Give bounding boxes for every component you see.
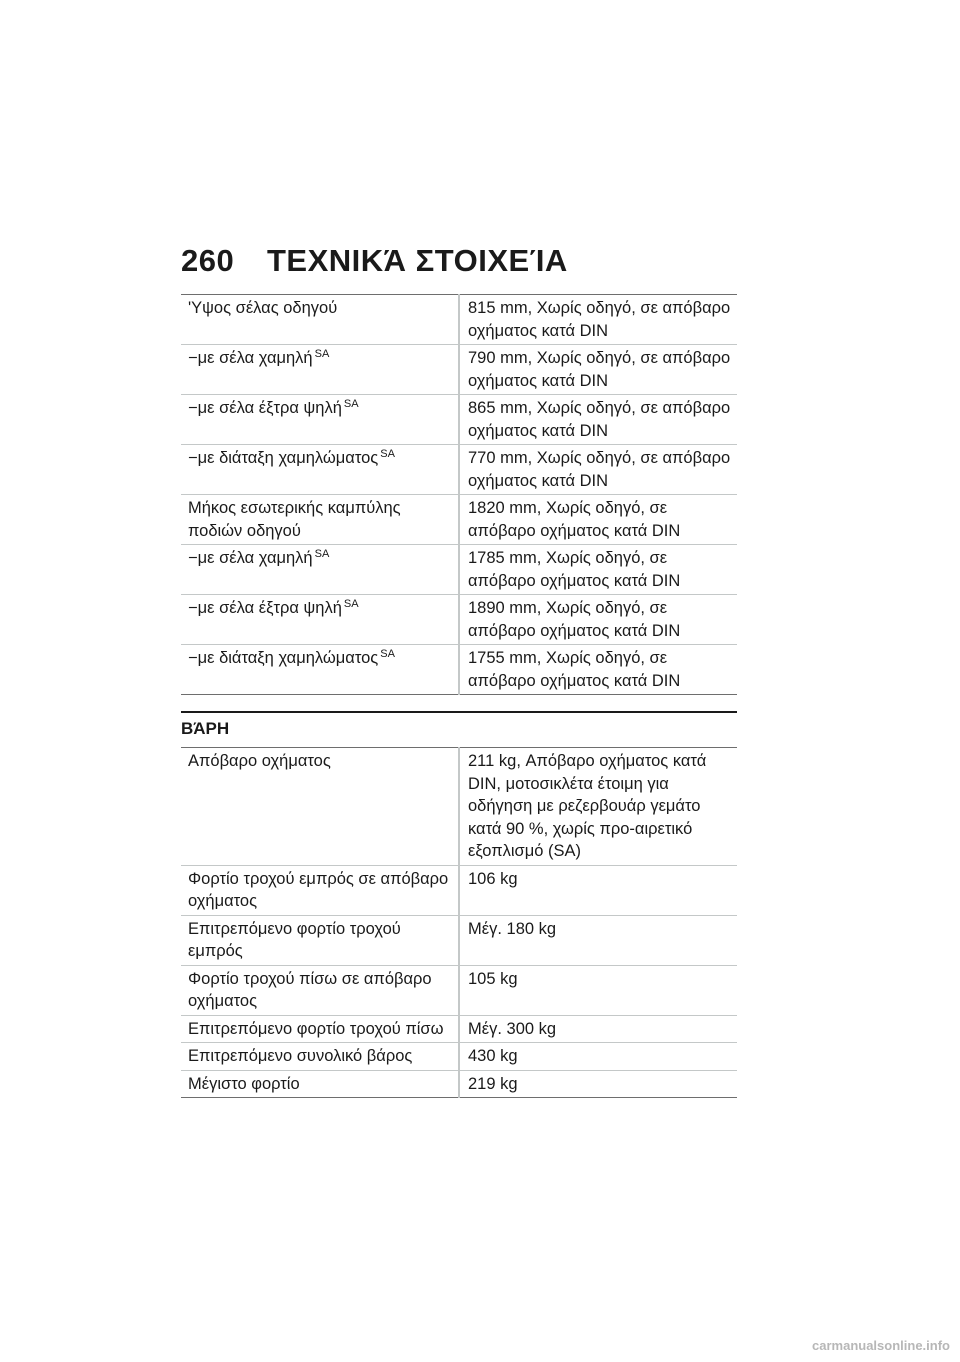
table-row (181, 395, 737, 445)
page-number: 260 (181, 243, 235, 278)
table-row (181, 1015, 737, 1043)
label-text: −με σέλα έξτρα ψηλή (188, 599, 342, 617)
label-text: Επιτρεπόμενο φορτίο τροχού πίσω (188, 1019, 444, 1038)
table-row (181, 495, 737, 545)
row-label (181, 445, 459, 495)
row-value: 1890 mm, Χωρίς οδηγό, σε απόβαρο οχήματος κατά DIN (459, 595, 737, 645)
label-text: Φορτίο τροχού πίσω σε απόβαρο οχήματος (188, 969, 432, 1010)
table-row (181, 445, 737, 495)
page-title: ΤΕΧΝΙΚΆ ΣΤΟΙΧΕΊΑ (267, 243, 568, 278)
table-row (181, 748, 737, 866)
optional-equipment-sup: SA (343, 398, 359, 410)
page-content (181, 243, 737, 1098)
label-text: −με διάταξη χαμηλώματος (188, 449, 379, 467)
row-label (181, 1070, 459, 1098)
row-label (181, 865, 459, 915)
row-label (181, 495, 459, 545)
row-label (181, 295, 459, 345)
table-row (181, 345, 737, 395)
table-row (181, 295, 737, 345)
row-value: 219 kg (459, 1070, 737, 1098)
label-text: −με σέλα χαμηλή (188, 349, 313, 367)
table-row (181, 595, 737, 645)
optional-equipment-sup: SA (380, 448, 395, 460)
row-value: 815 mm, Χωρίς οδηγό, σε απόβαρο οχήματος κατά DIN (459, 295, 737, 345)
label-text: Απόβαρο οχήματος (188, 752, 331, 770)
label-text: −με σέλα έξτρα ψηλή (188, 399, 342, 417)
table-row (181, 965, 737, 1015)
row-label (181, 345, 459, 395)
label-text: Φορτίο τροχού εμπρός σε απόβαρο οχήματος (188, 869, 449, 910)
table-row (181, 1070, 737, 1098)
optional-equipment-sup: SA (380, 648, 395, 660)
row-value: 106 kg (459, 865, 737, 915)
weights-table (181, 747, 737, 1098)
table-row (181, 1043, 737, 1071)
row-value: Μέγ. 300 kg (459, 1015, 737, 1043)
label-text: Επιτρεπόμενο συνολικό βάρος (188, 1047, 413, 1065)
row-label (181, 748, 459, 866)
dimensions-table (181, 294, 737, 695)
row-value: 430 kg (459, 1043, 737, 1071)
row-value: 1785 mm, Χωρίς οδηγό, σε απόβαρο οχήματος κατά DIN (459, 545, 737, 595)
row-value: 1820 mm, Χωρίς οδηγό, σε απόβαρο οχήματος κατά DIN (459, 495, 737, 545)
row-value: 770 mm, Χωρίς οδηγό, σε απόβαρο οχήματος κατά DIN (459, 445, 737, 495)
row-label (181, 965, 459, 1015)
weights-heading: ΒΆΡΗ (181, 711, 737, 747)
row-label (181, 645, 459, 695)
row-value: 1755 mm, Χωρίς οδηγό, σε απόβαρο οχήματος κατά DIN (459, 645, 737, 695)
row-value: 211 kg, Απόβαρο οχήματος κατά DIN, μοτοσικλέτα έτοιμη για οδήγηση με ρεζερβουάρ γεμάτο κατά 90 %, χωρίς προ-αιρετικό εξοπλισμό (SA) (459, 748, 737, 866)
table-row (181, 915, 737, 965)
row-label (181, 595, 459, 645)
optional-equipment-sup: SA (314, 348, 330, 360)
table-row (181, 865, 737, 915)
page-header (181, 243, 737, 279)
row-label (181, 395, 459, 445)
row-value: 865 mm, Χωρίς οδηγό, σε απόβαρο οχήματος κατά DIN (459, 395, 737, 445)
row-label (181, 915, 459, 965)
row-label (181, 1015, 459, 1043)
label-text: −με σέλα χαμηλή (188, 549, 313, 567)
table-row (181, 545, 737, 595)
row-label (181, 545, 459, 595)
optional-equipment-sup: SA (314, 548, 330, 560)
label-text: −με διάταξη χαμηλώματος (188, 649, 379, 667)
table-row (181, 645, 737, 695)
row-value: 790 mm, Χωρίς οδηγό, σε απόβαρο οχήματος κατά DIN (459, 345, 737, 395)
label-text: Επιτρεπόμενο φορτίο τροχού εμπρός (188, 919, 401, 960)
label-text: 'Υψος σέλας οδηγού (188, 299, 338, 317)
row-value: Μέγ. 180 kg (459, 915, 737, 965)
row-label (181, 1043, 459, 1071)
label-text: Μέγιστο φορτίο (188, 1074, 300, 1093)
optional-equipment-sup: SA (343, 598, 359, 610)
label-text: Μήκος εσωτερικής καμπύλης ποδιών οδηγού (188, 499, 401, 540)
row-value: 105 kg (459, 965, 737, 1015)
watermark: carmanualsonline.info (812, 1338, 950, 1353)
